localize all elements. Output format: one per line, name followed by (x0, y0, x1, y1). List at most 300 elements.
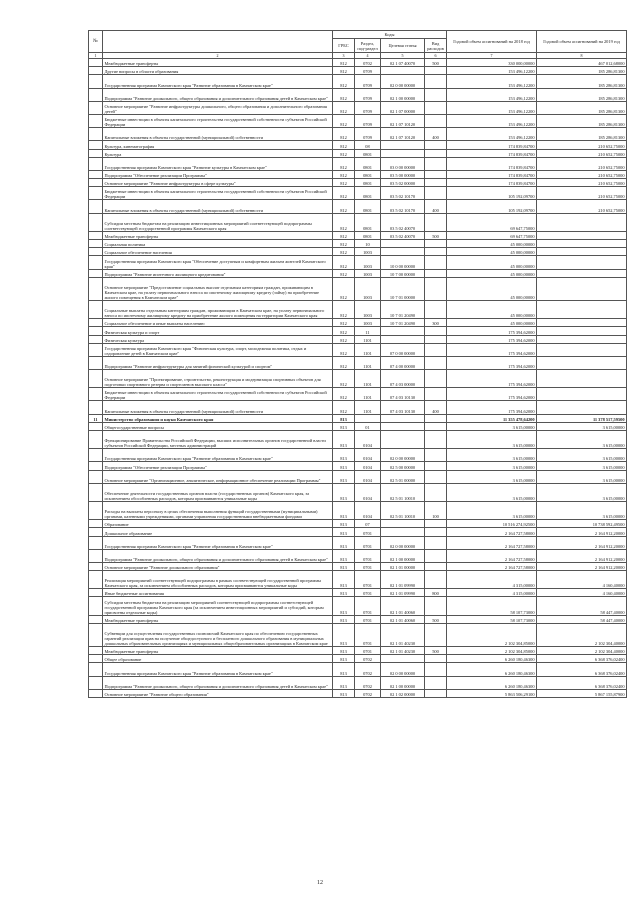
table-row (89, 422, 627, 430)
row-amount-2019: 210 652,75000 (537, 187, 627, 200)
row-grbs: 813 (333, 462, 355, 470)
row-amount-2018: 45 000,00000 (447, 248, 537, 256)
row-expense-type (425, 536, 447, 549)
table-row (89, 536, 627, 549)
row-amount-2018: 6 260 180,46300 (447, 655, 537, 663)
column-number: 2 (103, 53, 333, 59)
row-expense-type (425, 483, 447, 501)
row-amount-2018: 153 496,12200 (447, 114, 537, 127)
row-target-article: 10 7 01 20490 (381, 319, 425, 327)
row-target-article: 10 7 00 00000 (381, 269, 425, 277)
row-amount-2018: 153 496,12200 (447, 75, 537, 88)
row-grbs: 812 (333, 128, 355, 141)
row-grbs: 813 (333, 623, 355, 646)
row-amount-2019: 210 652,75000 (537, 200, 627, 213)
table-row (89, 335, 627, 343)
row-section (355, 414, 381, 422)
table-row (89, 343, 627, 356)
row-amount-2018: 105 192,09700 (447, 200, 537, 213)
row-target-article (381, 335, 425, 343)
row-amount-2019: 2 102 304,40000 (537, 647, 627, 655)
row-amount-2018: 3 615,00000 (447, 422, 537, 430)
row-target-article (381, 149, 425, 157)
row-section: 0709 (355, 67, 381, 75)
row-expense-type (425, 256, 447, 269)
table-row (89, 388, 627, 401)
row-expense-type: 400 (425, 200, 447, 213)
row-target-article: 03 5 02 10170 (381, 187, 425, 200)
row-grbs: 812 (333, 240, 355, 248)
row-amount-2019: 2 164 912,20000 (537, 562, 627, 570)
row-section: 0701 (355, 562, 381, 570)
row-expense-type: 500 (425, 231, 447, 239)
row-amount-2018: 3 615,00000 (447, 462, 537, 470)
row-amount-2018: 3 615,00000 (447, 501, 537, 519)
row-number (89, 277, 103, 300)
row-section: 0702 (355, 676, 381, 689)
row-target-article: 03 5 02 40070 (381, 231, 425, 239)
row-target-article: 02 1 01 40060 (381, 615, 425, 623)
row-number (89, 528, 103, 536)
row-amount-2018: 2 164 727,58000 (447, 536, 537, 549)
row-amount-2018: 174 839,84700 (447, 149, 537, 157)
budget-table (88, 30, 627, 698)
row-name: Государственная программа Камчатского края "Развитие образования в Камчатском крае" (103, 449, 333, 462)
row-amount-2018: 69 647,75000 (447, 213, 537, 231)
table-row (89, 589, 627, 597)
row-amount-2018: 6 260 180,46300 (447, 663, 537, 676)
row-target-article: 07 0 00 00000 (381, 343, 425, 356)
row-amount-2018: 175 394,62000 (447, 401, 537, 414)
row-name: Социальная политика (103, 240, 333, 248)
row-grbs: 813 (333, 571, 355, 589)
table-row (89, 356, 627, 369)
row-expense-type (425, 101, 447, 114)
row-number (89, 462, 103, 470)
row-name: Другие вопросы в области образования (103, 67, 333, 75)
row-name: Иные бюджетные ассигнования (103, 589, 333, 597)
row-amount-2018: 3 615,00000 (447, 449, 537, 462)
row-grbs: 812 (333, 200, 355, 213)
row-expense-type (425, 414, 447, 422)
row-section: 1101 (355, 401, 381, 414)
row-name: Основное мероприятие "Развитие общего образования" (103, 689, 333, 697)
row-number (89, 676, 103, 689)
row-expense-type (425, 269, 447, 277)
row-section: 1101 (355, 370, 381, 388)
row-amount-2019: 6 368 376,02400 (537, 676, 627, 689)
row-number (89, 501, 103, 519)
row-number (89, 240, 103, 248)
row-amount-2018: 174 839,84700 (447, 179, 537, 187)
row-amount-2018: 153 496,12200 (447, 128, 537, 141)
header-2018: Годовой объем ассигнований на 2018 год (447, 31, 537, 53)
row-amount-2018: 45 000,00000 (447, 319, 537, 327)
row-amount-2019 (537, 335, 627, 343)
row-number (89, 689, 103, 697)
row-amount-2018: 2 164 727,58000 (447, 562, 537, 570)
row-name: Социальное обеспечение и иные выплаты населению (103, 319, 333, 327)
row-amount-2019 (537, 319, 627, 327)
row-target-article: 02 0 00 00000 (381, 663, 425, 676)
row-amount-2019 (537, 231, 627, 239)
column-number: 3 (333, 53, 355, 59)
row-amount-2018: 45 000,00000 (447, 256, 537, 269)
row-grbs: 812 (333, 401, 355, 414)
row-name: Основное мероприятие "Развитие инфраструктуры дошкольного, общего образования и дополнительного образования детей" (103, 101, 333, 114)
row-grbs: 813 (333, 562, 355, 570)
row-number (89, 356, 103, 369)
row-amount-2018: 174 839,84700 (447, 141, 537, 149)
row-name: Межбюджетные трансферты (103, 231, 333, 239)
row-number (89, 319, 103, 327)
row-amount-2018: 175 394,62000 (447, 343, 537, 356)
row-expense-type (425, 655, 447, 663)
row-amount-2019 (537, 277, 627, 300)
row-amount-2019: 6 368 376,02400 (537, 655, 627, 663)
row-amount-2018: 11 355 478,64200 (447, 414, 537, 422)
row-amount-2019: 2 102 304,40000 (537, 623, 627, 646)
row-amount-2019 (537, 240, 627, 248)
row-number (89, 248, 103, 256)
row-expense-type (425, 470, 447, 483)
row-section: 0104 (355, 501, 381, 519)
row-target-article: 10 0 00 00000 (381, 256, 425, 269)
row-number (89, 269, 103, 277)
row-number (89, 401, 103, 414)
row-number (89, 370, 103, 388)
row-section: 0709 (355, 101, 381, 114)
row-grbs: 812 (333, 59, 355, 67)
row-section: 08 (355, 141, 381, 149)
row-name: Подпрограмма "Развитие дошкольного, общего образования и дополнительного образования детей в Камчатском крае" (103, 88, 333, 101)
table-row (89, 248, 627, 256)
row-amount-2018: 2 164 727,58000 (447, 528, 537, 536)
row-expense-type (425, 623, 447, 646)
row-name: Подпрограмма "Развитие ипотечного жилищного кредитования" (103, 269, 333, 277)
table-row (89, 520, 627, 528)
row-amount-2018: 45 000,00000 (447, 240, 537, 248)
row-amount-2018: 4 315,00000 (447, 589, 537, 597)
row-number (89, 449, 103, 462)
row-number (89, 549, 103, 562)
row-number: 11 (89, 414, 103, 422)
row-expense-type (425, 327, 447, 335)
row-amount-2019: 3 615,00000 (537, 449, 627, 462)
row-amount-2019 (537, 248, 627, 256)
row-amount-2018: 175 394,62000 (447, 327, 537, 335)
row-name: Подпрограмма "Обеспечение реализации Программы" (103, 170, 333, 178)
row-name: Субсидии местным бюджетам на реализацию инвестиционных мероприятий соответствующей подпрограммы соответствующей государственной программы Камчатского края (103, 213, 333, 231)
row-amount-2019: 210 652,75000 (537, 179, 627, 187)
row-grbs: 812 (333, 67, 355, 75)
row-name: Субвенции для осуществления государственных полномочий Камчатского края по обеспечению государственных гарантий реализации прав на получение общедоступного и бесплатного дошкольного образования в муниципальных дошкольных образовательных организациях и муниципальных общеобразовательных организациях в Камчатском крае (103, 623, 333, 646)
row-section: 1003 (355, 319, 381, 327)
row-number (89, 597, 103, 615)
row-name: Основное мероприятие "Проектирование, строительство, реконструкция и модернизация спортивных объектов для подготовки спортивного резерва и спортсменов высокого класса" (103, 370, 333, 388)
row-name: Бюджетные инвестиции в объекты капитального строительства государственной собственности субъектов Российской Федерации (103, 388, 333, 401)
row-amount-2018: 3 615,00000 (447, 483, 537, 501)
row-target-article: 10 7 01 20490 (381, 300, 425, 318)
row-grbs: 812 (333, 75, 355, 88)
table-row (89, 623, 627, 646)
row-target-article (381, 520, 425, 528)
table-row (89, 300, 627, 318)
row-section: 0801 (355, 179, 381, 187)
row-expense-type (425, 356, 447, 369)
row-number (89, 589, 103, 597)
row-target-article: 02 1 07 00000 (381, 101, 425, 114)
row-expense-type (425, 689, 447, 697)
row-expense-type: 400 (425, 401, 447, 414)
row-name: Социальное обеспечение населения (103, 248, 333, 256)
row-expense-type (425, 88, 447, 101)
row-number (89, 256, 103, 269)
row-expense-type (425, 67, 447, 75)
row-grbs: 813 (333, 689, 355, 697)
column-number: 5 (381, 53, 425, 59)
table-row (89, 597, 627, 615)
row-amount-2019: 5 867 155,87900 (537, 689, 627, 697)
row-number (89, 67, 103, 75)
row-amount-2019 (537, 256, 627, 269)
table-row (89, 157, 627, 170)
row-expense-type (425, 343, 447, 356)
row-section: 01 (355, 422, 381, 430)
row-expense-type (425, 449, 447, 462)
table-row (89, 549, 627, 562)
row-amount-2019: 3 615,00000 (537, 462, 627, 470)
row-name: Капитальные вложения в объекты государственной (муниципальной) собственности (103, 401, 333, 414)
row-grbs: 812 (333, 319, 355, 327)
row-section: 1003 (355, 300, 381, 318)
row-grbs: 812 (333, 248, 355, 256)
row-target-article: 02 1 02 00000 (381, 689, 425, 697)
row-name: Общее образование (103, 655, 333, 663)
row-target-article: 02 1 00 00000 (381, 676, 425, 689)
row-grbs: 812 (333, 187, 355, 200)
row-grbs: 813 (333, 663, 355, 676)
row-expense-type (425, 549, 447, 562)
row-expense-type (425, 149, 447, 157)
row-name: Межбюджетные трансферты (103, 647, 333, 655)
row-amount-2018: 69 647,75000 (447, 231, 537, 239)
row-amount-2019 (537, 401, 627, 414)
row-amount-2018: 45 000,00000 (447, 300, 537, 318)
row-expense-type (425, 388, 447, 401)
table-row (89, 187, 627, 200)
header-2019: Годовой объем ассигнований на 2019 год (537, 31, 627, 53)
row-section: 0701 (355, 623, 381, 646)
row-expense-type (425, 114, 447, 127)
row-name: Капитальные вложения в объекты государственной (муниципальной) собственности (103, 128, 333, 141)
row-section: 0104 (355, 431, 381, 449)
row-amount-2019: 4 160,40000 (537, 589, 627, 597)
row-grbs: 812 (333, 149, 355, 157)
row-expense-type (425, 528, 447, 536)
row-amount-2018: 6 260 180,46300 (447, 676, 537, 689)
row-section: 0701 (355, 615, 381, 623)
row-amount-2019: 2 164 912,20000 (537, 549, 627, 562)
row-number (89, 571, 103, 589)
row-number (89, 128, 103, 141)
table-row (89, 689, 627, 697)
row-grbs: 813 (333, 597, 355, 615)
row-section: 1003 (355, 277, 381, 300)
row-amount-2018: 174 839,84700 (447, 157, 537, 170)
row-number (89, 59, 103, 67)
row-amount-2018: 3 615,00000 (447, 431, 537, 449)
row-number (89, 101, 103, 114)
row-target-article: 07 4 00 00000 (381, 356, 425, 369)
row-target-article: 02 5 01 00000 (381, 470, 425, 483)
row-target-article: 02 0 00 00000 (381, 449, 425, 462)
row-amount-2019 (537, 269, 627, 277)
row-amount-2018: 153 496,12200 (447, 67, 537, 75)
row-grbs: 813 (333, 483, 355, 501)
row-target-article (381, 141, 425, 149)
column-number: 8 (537, 53, 627, 59)
row-section: 0701 (355, 571, 381, 589)
row-number (89, 623, 103, 646)
table-row (89, 676, 627, 689)
row-amount-2018: 175 394,62000 (447, 335, 537, 343)
row-amount-2019: 185 286,81300 (537, 88, 627, 101)
row-amount-2018: 5 863 506,29100 (447, 689, 537, 697)
row-section: 0801 (355, 149, 381, 157)
table-row (89, 483, 627, 501)
row-amount-2018: 174 839,84700 (447, 170, 537, 178)
row-target-article: 03 5 02 40070 (381, 213, 425, 231)
row-number (89, 114, 103, 127)
row-name: Подпрограмма "Развитие дошкольного, общего образования и дополнительного образования детей в Камчатском крае" (103, 549, 333, 562)
table-row (89, 470, 627, 483)
row-number (89, 149, 103, 157)
row-number (89, 327, 103, 335)
table-row (89, 67, 627, 75)
row-expense-type (425, 300, 447, 318)
table-row (89, 615, 627, 623)
table-row (89, 269, 627, 277)
column-number: 1 (89, 53, 103, 59)
table-row (89, 655, 627, 663)
row-grbs: 812 (333, 101, 355, 114)
table-row (89, 414, 627, 422)
row-expense-type (425, 431, 447, 449)
row-amount-2019: 185 286,81300 (537, 101, 627, 114)
row-name: Государственная программа Камчатского края "Развитие культуры в Камчатском крае" (103, 157, 333, 170)
table-row (89, 277, 627, 300)
row-grbs: 812 (333, 88, 355, 101)
row-target-article: 02 1 07 10120 (381, 128, 425, 141)
row-grbs: 812 (333, 256, 355, 269)
row-amount-2019: 210 652,75000 (537, 157, 627, 170)
table-row (89, 114, 627, 127)
row-amount-2019: 4 160,40000 (537, 571, 627, 589)
row-section: 0709 (355, 88, 381, 101)
row-grbs: 812 (333, 213, 355, 231)
row-amount-2018: 4 315,00000 (447, 571, 537, 589)
row-expense-type (425, 562, 447, 570)
row-grbs: 812 (333, 335, 355, 343)
row-name: Государственная программа Камчатского края "Обеспечение доступным и комфортным жильем жителей Камчатского края" (103, 256, 333, 269)
row-amount-2019: 185 286,81300 (537, 75, 627, 88)
row-grbs: 812 (333, 141, 355, 149)
row-expense-type: 500 (425, 615, 447, 623)
row-expense-type (425, 213, 447, 231)
table-row (89, 179, 627, 187)
row-section: 0701 (355, 589, 381, 597)
row-section: 1003 (355, 269, 381, 277)
row-number (89, 300, 103, 318)
row-section: 10 (355, 240, 381, 248)
row-target-article: 03 5 00 00000 (381, 170, 425, 178)
row-amount-2018: 45 000,00000 (447, 269, 537, 277)
row-target-article: 02 0 00 00000 (381, 75, 425, 88)
row-target-article: 02 1 01 00000 (381, 562, 425, 570)
row-number (89, 170, 103, 178)
row-amount-2018: 3 615,00000 (447, 470, 537, 483)
row-grbs: 812 (333, 277, 355, 300)
row-number (89, 388, 103, 401)
row-amount-2018: 10 516 274,92500 (447, 520, 537, 528)
row-amount-2019: 3 615,00000 (537, 470, 627, 483)
row-amount-2019: 3 615,00000 (537, 501, 627, 519)
row-section: 1003 (355, 256, 381, 269)
row-name: Государственная программа Камчатского края "Развитие образования в Камчатском крае" (103, 536, 333, 549)
row-grbs: 813 (333, 431, 355, 449)
row-grbs: 813 (333, 501, 355, 519)
row-name: Основное мероприятие "Развитие дошкольного образования" (103, 562, 333, 570)
table-row (89, 75, 627, 88)
table-row (89, 101, 627, 114)
row-number (89, 141, 103, 149)
row-amount-2018: 58 107,73000 (447, 615, 537, 623)
row-amount-2018: 153 496,12200 (447, 88, 537, 101)
row-amount-2019: 11 378 517,59500 (537, 414, 627, 422)
row-number (89, 483, 103, 501)
row-amount-2019: 3 615,00000 (537, 431, 627, 449)
row-grbs: 812 (333, 114, 355, 127)
row-amount-2018: 2 102 304,85000 (447, 647, 537, 655)
row-target-article: 02 1 00 00000 (381, 88, 425, 101)
row-name: Расходы на выплаты персоналу в целях обеспечения выполнения функций государственными (муниципальными) органами, казенными учреждениями, органами управления государственными внебюджетными фондами (103, 501, 333, 519)
row-name: Культура (103, 149, 333, 157)
row-expense-type (425, 187, 447, 200)
row-section: 0801 (355, 157, 381, 170)
row-number (89, 431, 103, 449)
row-amount-2019 (537, 388, 627, 401)
row-name: Дошкольное образование (103, 528, 333, 536)
row-expense-type: 100 (425, 501, 447, 519)
row-section: 0701 (355, 549, 381, 562)
table-row (89, 200, 627, 213)
row-amount-2019: 2 164 912,20000 (537, 536, 627, 549)
row-section: 0701 (355, 597, 381, 615)
row-grbs: 812 (333, 388, 355, 401)
row-section: 0701 (355, 528, 381, 536)
table-row (89, 149, 627, 157)
row-number (89, 520, 103, 528)
row-grbs: 813 (333, 414, 355, 422)
row-target-article: 03 5 02 00000 (381, 179, 425, 187)
row-section: 0801 (355, 187, 381, 200)
row-grbs: 813 (333, 449, 355, 462)
row-section: 1101 (355, 343, 381, 356)
row-number (89, 663, 103, 676)
row-number (89, 536, 103, 549)
row-expense-type: 300 (425, 319, 447, 327)
